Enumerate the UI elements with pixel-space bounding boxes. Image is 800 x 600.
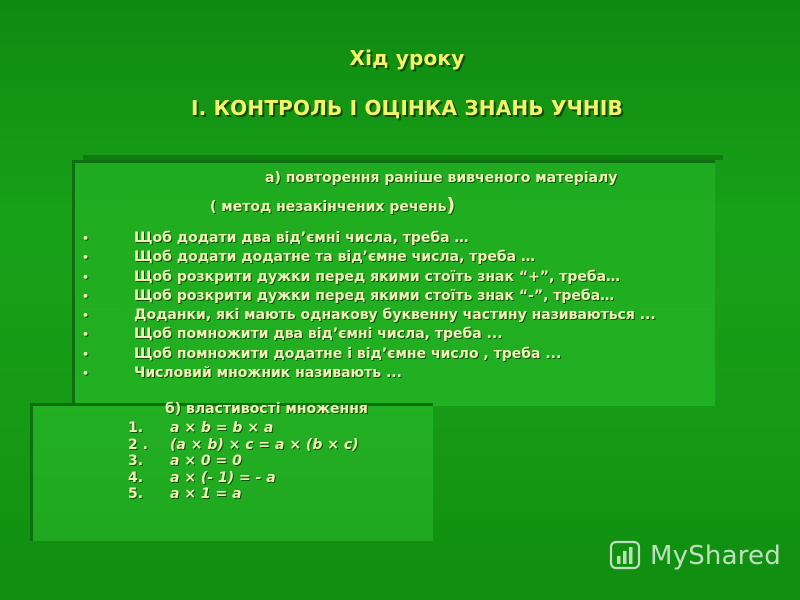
- list-item-text: Щоб додати додатне та від’ємне числа, треба …: [134, 249, 535, 266]
- property-item: [128, 453, 359, 470]
- myshared-logo-icon: [608, 538, 644, 574]
- list-item: [82, 306, 656, 325]
- property-number: 4.: [128, 469, 144, 486]
- property-number: 2 .: [128, 436, 148, 453]
- property-formula: a × 1 = a: [170, 486, 242, 502]
- list-item: [82, 345, 656, 364]
- property-formula: a × b = b × a: [170, 420, 274, 436]
- bullet-icon: •: [82, 270, 90, 284]
- myshared-watermark[interactable]: [608, 536, 781, 576]
- property-item: [128, 486, 359, 503]
- bullet-icon: •: [82, 232, 90, 245]
- method-label: ( метод незакінчених речень: [210, 199, 447, 215]
- list-item: [82, 268, 656, 287]
- list-item: [82, 287, 656, 306]
- bullet-icon: •: [82, 328, 90, 342]
- property-formula: (a × b) × c = a × (b × c): [170, 436, 359, 453]
- list-item-text: Числовий множник називають ...: [134, 365, 402, 382]
- list-item: [82, 364, 656, 383]
- property-number: 1.: [128, 420, 144, 436]
- property-item: [128, 437, 359, 454]
- method-closing-paren: ): [446, 194, 456, 216]
- list-item-text: Щоб додати два від’ємні числа, треба …: [134, 230, 469, 246]
- slide-title: Хід уроку: [349, 46, 465, 70]
- section-a-heading: а) повторення раніше вивченого матеріалу: [265, 170, 618, 186]
- list-item-text: Щоб помножити два від’ємні числа, треба ...: [134, 326, 503, 343]
- list-item-text: Щоб розкрити дужки перед якими стоїть знак “+”, треба…: [134, 268, 621, 285]
- list-item: [82, 248, 656, 267]
- list-item: [82, 325, 656, 344]
- slide-subtitle: І. КОНТРОЛЬ І ОЦІНКА ЗНАНЬ УЧНІВ: [191, 96, 623, 120]
- property-number: 3.: [128, 453, 144, 469]
- bullet-icon: •: [82, 367, 90, 381]
- property-number: 5.: [128, 486, 144, 502]
- list-item-text: Доданки, які мають однакову буквенну частину називаються ...: [134, 307, 656, 324]
- bullet-icon: •: [82, 289, 90, 303]
- property-item: [128, 470, 359, 487]
- property-formula: a × 0 = 0: [170, 453, 242, 469]
- watermark-text: MyShared: [650, 541, 781, 571]
- section-b-heading: б) властивості множення: [165, 401, 368, 417]
- bullet-icon: •: [82, 347, 90, 361]
- list-item: [82, 229, 656, 248]
- list-item-text: Щоб помножити додатне і від’ємне число , треба ...: [134, 345, 562, 362]
- unfinished-sentences-list: [82, 229, 656, 383]
- list-item-text: Щоб розкрити дужки перед якими стоїть знак “-”, треба…: [134, 287, 615, 304]
- property-formula: a × (- 1) = - a: [170, 469, 276, 486]
- bullet-icon: •: [82, 309, 90, 323]
- property-item: [128, 420, 359, 437]
- multiplication-properties-list: [128, 420, 359, 503]
- section-a-method: [210, 194, 455, 216]
- bullet-icon: •: [82, 251, 90, 265]
